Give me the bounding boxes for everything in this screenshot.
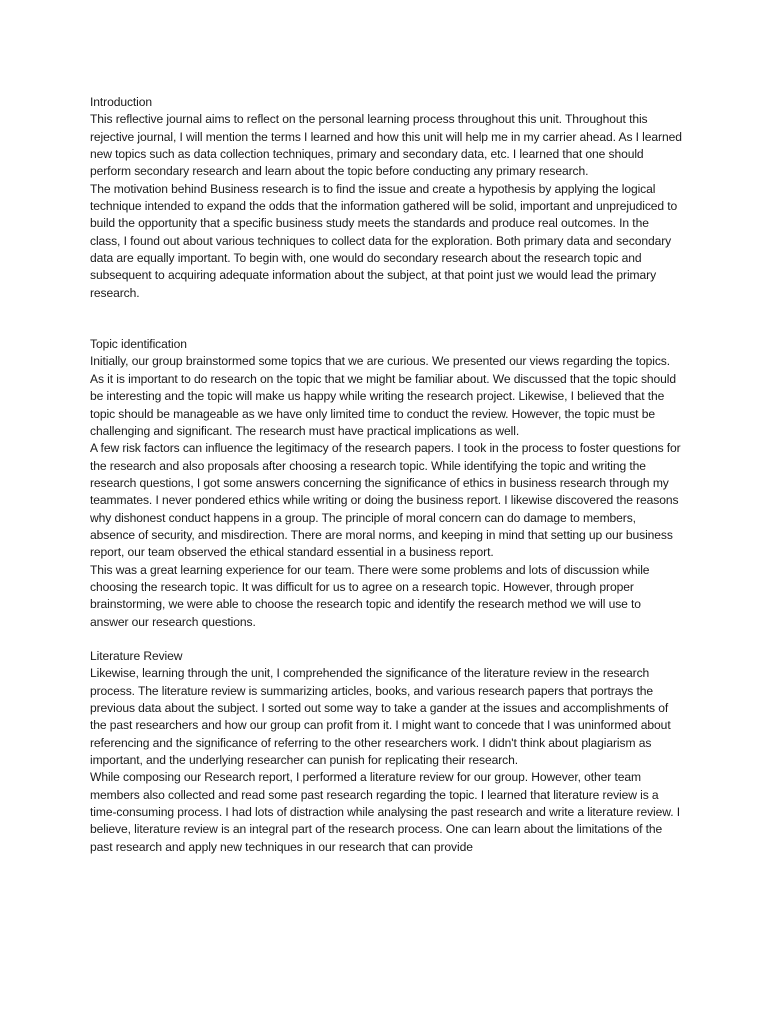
spacer (90, 302, 682, 336)
paragraph: A few risk factors can influence the legitimacy of the research papers. I took in the process to foster questions for the research and also proposals after choosing a research topic. While identifying the topic and writing the research questions, I got some answers concerning the significance of ethics in business research through my teammates. I never pondered ethics while writing or doing the business report. I likewise discovered the reasons why dishonest conduct happens in a group. The principle of moral concern can do damage to members, absence of security, and misdirection. There are moral norms, and keeping in mind that setting up our business report, our team observed the ethical standard essential in a business report. (90, 441, 681, 560)
heading-topic-identification: Topic identification (90, 337, 187, 352)
paragraph: Initially, our group brainstormed some topics that we are curious. We presented our views regarding the topics. As it is important to do research on the topic that we might be familiar about. We discussed that the topic should be interesting and the topic will make us happy while writing the research project. Likewise, I believed that the topic should be manageable as we have only limited time to conduct the review. However, the topic must be challenging and significant. The research must have practical implications as well. (90, 354, 676, 438)
heading-literature-review: Literature Review (90, 648, 183, 663)
section-topic-identification (90, 336, 682, 631)
heading-introduction: Introduction (90, 95, 152, 109)
paragraph: This was a great learning experience for our team. There were some problems and lots of discussion while choosing the research topic. It was difficult for us to agree on a research topic. However, through proper brainstorming, we were able to choose the research topic and identify the research method we will use to answer our research questions. (90, 562, 650, 629)
section-introduction (90, 94, 682, 302)
document-page (90, 94, 682, 856)
spacer (90, 631, 682, 648)
section-literature-review (90, 648, 682, 856)
paragraph: Likewise, learning through the unit, I comprehended the significance of the literature review in the research process. The literature review is summarizing articles, books, and various research papers that portrays the previous data about the subject. I sorted out some way to take a gander at the issues and accomplishments of the past researchers and how our group can profit from it. I might want to concede that I was uninformed about referencing and the significance of referring to the other researchers work. I didn't think about plagiarism as important, and the underlying researcher can punish for replicating their research. (90, 666, 671, 768)
paragraph: While composing our Research report, I performed a literature review for our group. However, other team members also collected and read some past research regarding the topic. I learned that literature review is a time-consuming process. I had lots of distraction while analysing the past research and write a literature review. I believe, literature review is an integral part of the research process. One can learn about the limitations of the past research and apply new techniques in our research that can provide (90, 770, 681, 854)
paragraph: This reflective journal aims to reflect on the personal learning process throughout this unit. Throughout this rejective journal, I will mention the terms I learned and how this unit will help me in my carrier ahead. As I learned new topics such as data collection techniques, primary and secondary data, etc. I learned that one should perform secondary research and learn about the topic before conducting any primary research. (90, 112, 682, 179)
paragraph: The motivation behind Business research is to find the issue and create a hypothesis by applying the logical technique intended to expand the odds that the information gathered will be solid, important and unprejudiced to build the opportunity that a specific business study meets the standards and produce real outcomes. In the class, I found out about various techniques to collect data for the exploration. Both primary data and secondary data are equally important. To begin with, one would do secondary research about the research topic and subsequent to acquiring adequate information about the subject, at that point just we would lead the primary research. (90, 181, 678, 300)
